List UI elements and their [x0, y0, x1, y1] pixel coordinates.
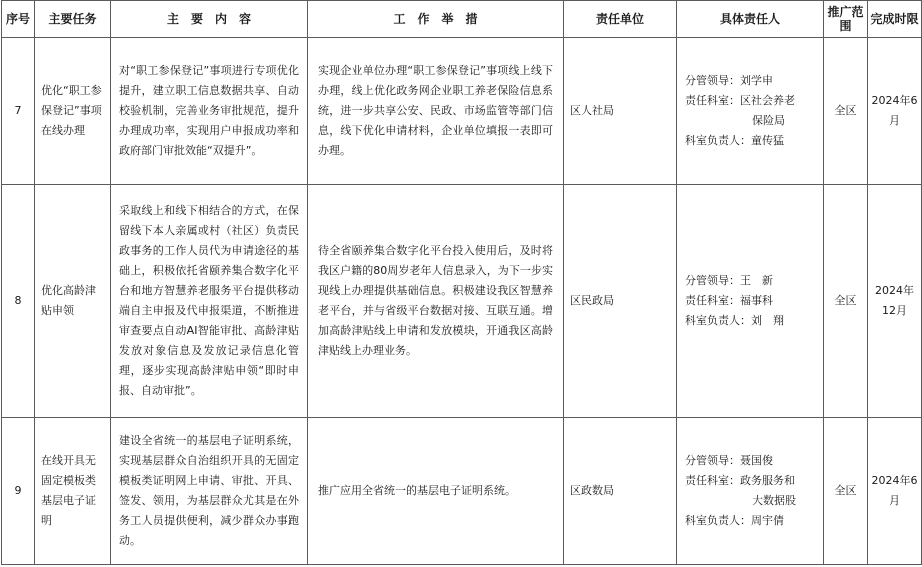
- person-leader: 分管领导：刘学申: [685, 74, 773, 87]
- person-chief: 科室负责人：周宇倩: [685, 514, 784, 527]
- table-row: [2, 418, 922, 565]
- row-person: [677, 185, 824, 418]
- person-leader: 分管领导：聂国俊: [685, 454, 773, 467]
- header-deadline: 完成时限: [868, 1, 922, 38]
- header-person: 具体责任人: [677, 1, 824, 38]
- person-chief: 科室负责人：童传猛: [685, 134, 784, 147]
- row-content: 对“职工参保登记”事项进行专项优化提升，建立职工信息数据共享、自动校验机制，完善业务审批规范，提升办理成功率，实现用户申报成功率和政府部门审批效能“双提升”。: [111, 38, 308, 185]
- person-chief: 科室负责人：刘 翔: [685, 314, 784, 327]
- row-person: [677, 38, 824, 185]
- row-task: 在线开具无固定模板类基层电子证明: [35, 418, 111, 565]
- row-task: 优化“职工参保登记”事项在线办理: [35, 38, 111, 185]
- person-leader: 分管领导：王 新: [685, 274, 773, 287]
- row-deadline: 2024年6月: [868, 38, 922, 185]
- row-no: 7: [2, 38, 35, 185]
- row-measures: 实现企业单位办理“职工参保登记”事项线上线下办理，线上优化政务网企业职工养老保险信息系统，进一步共享公安、民政、市场监管等部门信息，线下优化申请材料，企业单位填报一表即可办理。: [308, 38, 564, 185]
- person-office: 责任科室：政务服务和: [685, 474, 795, 487]
- row-task: 优化高龄津贴申领: [35, 185, 111, 418]
- row-no: 8: [2, 185, 35, 418]
- row-person: [677, 418, 824, 565]
- table-row: [2, 38, 922, 185]
- row-measures: 推广应用全省统一的基层电子证明系统。: [308, 418, 564, 565]
- row-deadline: 2024年12月: [868, 185, 922, 418]
- header-measures: 工 作 举 措: [308, 1, 564, 38]
- row-no: 9: [2, 418, 35, 565]
- person-office-cont: 保险局: [752, 114, 785, 127]
- row-measures: 待全省颐养集合数字化平台投入使用后，及时将我区户籍的80周岁老年人信息录入，为下一步实现线上办理提供基础信息。积极建设我区智慧养老平台，并与省级平台数据对接、互联互通。增加高龄津贴线上申请和发放模块，开通我区高龄津贴线上办理业务。: [308, 185, 564, 418]
- header-unit: 责任单位: [564, 1, 677, 38]
- row-content: 建设全省统一的基层电子证明系统，实现基层群众自治组织开具的无固定模板类证明网上申请、审批、开具、签发、领用，为基层群众尤其是在外务工人员提供便利，减少群众办事跑动。: [111, 418, 308, 565]
- header-row: [2, 1, 922, 38]
- person-office: 责任科室：区社会养老: [685, 94, 795, 107]
- row-content: 采取线上和线下相结合的方式，在保留线下本人亲属或村（社区）负责民政事务的工作人员代为申请途径的基础上，积极依托省颐养集合数字化平台和地方智慧养老服务平台提供移动端自主申报及代申报渠道，不断推进审查要点自动AI智能审批、高龄津贴发放对象信息及发放记录信息化管理，逐步实现高龄津贴申领“即时申报、自动审批”。: [111, 185, 308, 418]
- row-scope: 全区: [824, 418, 868, 565]
- header-content: 主 要 内 容: [111, 1, 308, 38]
- header-no: 序号: [2, 1, 35, 38]
- row-scope: 全区: [824, 185, 868, 418]
- task-table: [1, 0, 922, 565]
- row-deadline: 2024年6月: [868, 418, 922, 565]
- table-row: [2, 185, 922, 418]
- person-office-cont: 大数据股: [752, 494, 796, 507]
- row-unit: 区民政局: [564, 185, 677, 418]
- row-unit: 区人社局: [564, 38, 677, 185]
- row-scope: 全区: [824, 38, 868, 185]
- header-task: 主要任务: [35, 1, 111, 38]
- row-unit: 区政数局: [564, 418, 677, 565]
- header-scope: 推广范围: [824, 1, 868, 38]
- person-office: 责任科室：福事科: [685, 294, 773, 307]
